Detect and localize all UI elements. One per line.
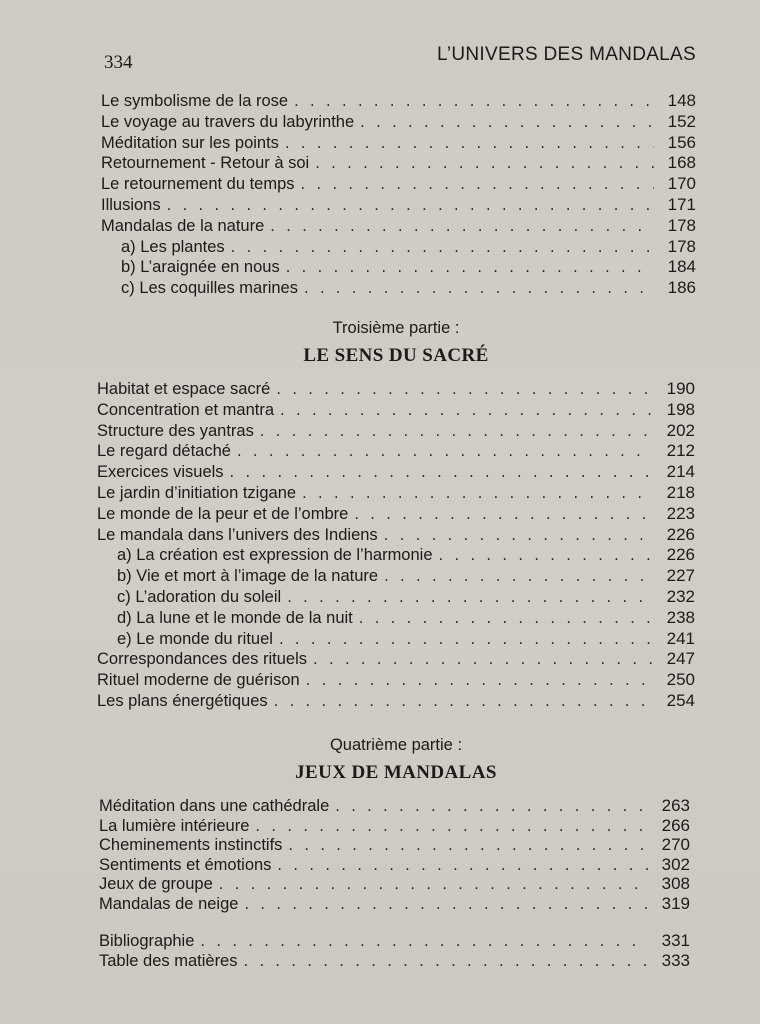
toc-entry — [97, 462, 695, 483]
toc-entry-title: Sentiments et émotions — [99, 855, 272, 874]
dot-leader — [359, 608, 653, 629]
toc-page-number: 171 — [667, 194, 696, 214]
toc-entry-title: Mandalas de la nature — [101, 216, 265, 235]
toc-entry-title: Le symbolisme de la rose — [101, 92, 289, 110]
toc-page-number: 186 — [667, 278, 696, 298]
page-header — [104, 44, 696, 74]
dot-leader — [260, 421, 653, 442]
dot-leader — [280, 400, 653, 421]
toc-entry — [101, 195, 696, 216]
toc-page-number: 254 — [666, 690, 695, 710]
toc-page-number: 319 — [661, 893, 690, 913]
dot-leader — [231, 237, 654, 258]
toc-subentry — [97, 587, 695, 608]
dot-leader — [294, 91, 654, 112]
toc-page-number: 190 — [666, 379, 695, 398]
dot-leader — [200, 932, 648, 952]
toc-entry-title: a) La création est expression de l’harmonie — [117, 546, 433, 565]
toc-entry — [99, 796, 690, 816]
dot-leader — [360, 112, 654, 133]
toc-entry — [97, 421, 695, 442]
toc-entry — [97, 441, 695, 462]
toc-entry — [101, 91, 696, 112]
toc-subentry — [97, 629, 695, 650]
toc-entry-title: Jeux de groupe — [99, 875, 213, 894]
dot-leader — [244, 952, 649, 972]
toc-entry-title: d) La lune et le monde de la nuit — [117, 608, 353, 627]
toc-entry-title: Bibliographie — [99, 932, 195, 950]
toc-entry-title: Les plans énergétiques — [97, 691, 268, 710]
toc-entry-title: Mandalas de neige — [99, 894, 239, 913]
toc-entry — [97, 504, 695, 525]
toc-entry-title: La lumière intérieure — [99, 816, 250, 835]
toc-page-number: 226 — [666, 524, 695, 544]
toc-page-number: 198 — [666, 399, 695, 419]
toc-page-number: 202 — [666, 420, 695, 440]
part4-heading: Quatrième partie : — [329, 736, 463, 754]
toc-page-number: 238 — [666, 607, 695, 627]
toc-entry — [101, 153, 696, 174]
toc-page-number: 241 — [666, 628, 695, 648]
part4-title: JEUX DE MANDALAS — [295, 762, 497, 783]
part3-heading-block — [96, 319, 696, 367]
dot-leader — [255, 817, 648, 837]
toc-entry-title: Table des matières — [99, 951, 238, 970]
dot-leader — [304, 278, 654, 299]
toc-page-number: 223 — [666, 503, 695, 523]
dot-leader — [274, 691, 653, 712]
toc-page-number: 156 — [667, 132, 696, 152]
toc-entry-title: Méditation sur les points — [101, 133, 279, 152]
toc-entry-title: Exercices visuels — [97, 463, 224, 482]
toc-entry — [97, 649, 695, 670]
running-head: L’UNIVERS DES MANDALAS — [437, 44, 696, 65]
toc-page-number: 302 — [661, 854, 690, 874]
toc-page-number: 218 — [666, 482, 695, 502]
toc-page-number: 178 — [667, 215, 696, 235]
toc-entry-title: e) Le monde du rituel — [117, 629, 273, 648]
toc-entry — [97, 670, 695, 691]
toc-page-number: 212 — [666, 441, 695, 461]
toc-entry-title: Le mandala dans l’univers des Indiens — [97, 525, 378, 544]
toc-entry — [101, 112, 696, 133]
dot-leader — [335, 797, 648, 817]
toc-page-number: 266 — [661, 815, 690, 835]
dot-leader — [315, 153, 654, 174]
toc-page-number: 232 — [666, 586, 695, 606]
toc-entry-title: Habitat et espace sacré — [97, 380, 271, 398]
back-matter-list — [99, 931, 690, 970]
toc-entry — [99, 855, 690, 875]
part4-heading-block — [96, 736, 696, 784]
toc-entry-title: Le monde de la peur et de l’ombre — [97, 504, 349, 523]
dot-leader — [301, 174, 654, 195]
toc-entry — [97, 379, 695, 400]
toc-entry-title: Méditation dans une cathédrale — [99, 797, 330, 815]
dot-leader — [287, 587, 653, 608]
toc-page-number: 263 — [661, 796, 690, 815]
toc-page-number: 250 — [666, 670, 695, 690]
dot-leader — [384, 566, 653, 587]
dot-leader — [279, 629, 653, 650]
toc-entry-title: Concentration et mantra — [97, 400, 275, 419]
part3-title: LE SENS DU SACRÉ — [303, 345, 489, 366]
toc-entry-title: Rituel moderne de guérison — [97, 671, 300, 690]
toc-page-number: 333 — [661, 950, 690, 970]
dot-leader — [384, 525, 653, 546]
toc-entry-title: Structure des yantras — [97, 421, 254, 440]
dot-leader — [277, 856, 648, 876]
toc-entry — [97, 400, 695, 421]
dot-leader — [286, 257, 654, 278]
toc-page-number: 148 — [667, 91, 696, 110]
toc-entry — [99, 931, 690, 951]
toc-entry — [101, 133, 696, 154]
page-number: 334 — [104, 52, 133, 73]
toc-entry-title: Cheminements instinctifs — [99, 836, 283, 855]
toc-entry — [101, 174, 696, 195]
toc-entry — [101, 216, 696, 237]
toc-subentry — [97, 566, 695, 587]
dot-leader — [244, 895, 648, 915]
toc-entry — [99, 951, 690, 971]
toc-subentry — [101, 237, 696, 258]
toc-subentry — [101, 278, 696, 299]
toc-entry — [97, 483, 695, 504]
toc-entry-title: c) L’adoration du soleil — [117, 587, 282, 606]
toc-page-number: 331 — [661, 931, 690, 950]
toc-page-number: 214 — [666, 462, 695, 482]
toc-continued-list — [101, 91, 696, 299]
toc-entry-title: Le regard détaché — [97, 442, 231, 461]
toc-subentry — [97, 545, 695, 566]
toc-entry-title: c) Les coquilles marines — [121, 279, 298, 298]
dot-leader — [237, 441, 653, 462]
dot-leader — [230, 462, 653, 483]
dot-leader — [270, 216, 654, 237]
dot-leader — [285, 133, 654, 154]
part4-entry-list — [99, 796, 690, 914]
toc-page-number: 178 — [667, 236, 696, 256]
toc-entry — [97, 691, 695, 712]
toc-page-number: 168 — [667, 153, 696, 173]
part3-entry-list — [97, 379, 695, 712]
dot-leader — [219, 875, 648, 895]
toc-entry-title: Illusions — [101, 195, 161, 214]
part3-heading: Troisième partie : — [332, 319, 460, 337]
dot-leader — [439, 545, 653, 566]
dot-leader — [302, 483, 653, 504]
dot-leader — [313, 649, 653, 670]
toc-entry-title: Le retournement du temps — [101, 175, 295, 194]
dot-leader — [167, 195, 654, 216]
toc-entry — [99, 835, 690, 855]
toc-page-number: 270 — [661, 835, 690, 855]
toc-entry-title: b) Vie et mort à l’image de la nature — [117, 567, 379, 586]
toc-page-number: 227 — [666, 566, 695, 586]
toc-subentry — [101, 257, 696, 278]
toc-entry-title: a) Les plantes — [121, 237, 225, 256]
toc-entry — [97, 525, 695, 546]
toc-page-number: 247 — [666, 649, 695, 669]
toc-entry-title: b) L’araignée en nous — [121, 258, 280, 277]
toc-subentry — [97, 608, 695, 629]
toc-entry-title: Le voyage au travers du labyrinthe — [101, 112, 355, 131]
toc-entry-title: Correspondances des rituels — [97, 650, 308, 669]
toc-entry — [99, 816, 690, 836]
dot-leader — [306, 670, 653, 691]
toc-entry-title: Le jardin d’initiation tzigane — [97, 483, 297, 502]
toc-page-number: 170 — [667, 174, 696, 194]
toc-page-number: 308 — [661, 874, 690, 894]
dot-leader — [276, 379, 653, 400]
toc-page-number: 184 — [667, 257, 696, 277]
toc-entry-title: Retournement - Retour à soi — [101, 154, 310, 173]
toc-page-number: 226 — [666, 545, 695, 565]
toc-entry — [99, 874, 690, 894]
toc-page-number: 152 — [667, 111, 696, 131]
dot-leader — [354, 504, 653, 525]
dot-leader — [288, 836, 648, 856]
toc-entry — [99, 894, 690, 914]
